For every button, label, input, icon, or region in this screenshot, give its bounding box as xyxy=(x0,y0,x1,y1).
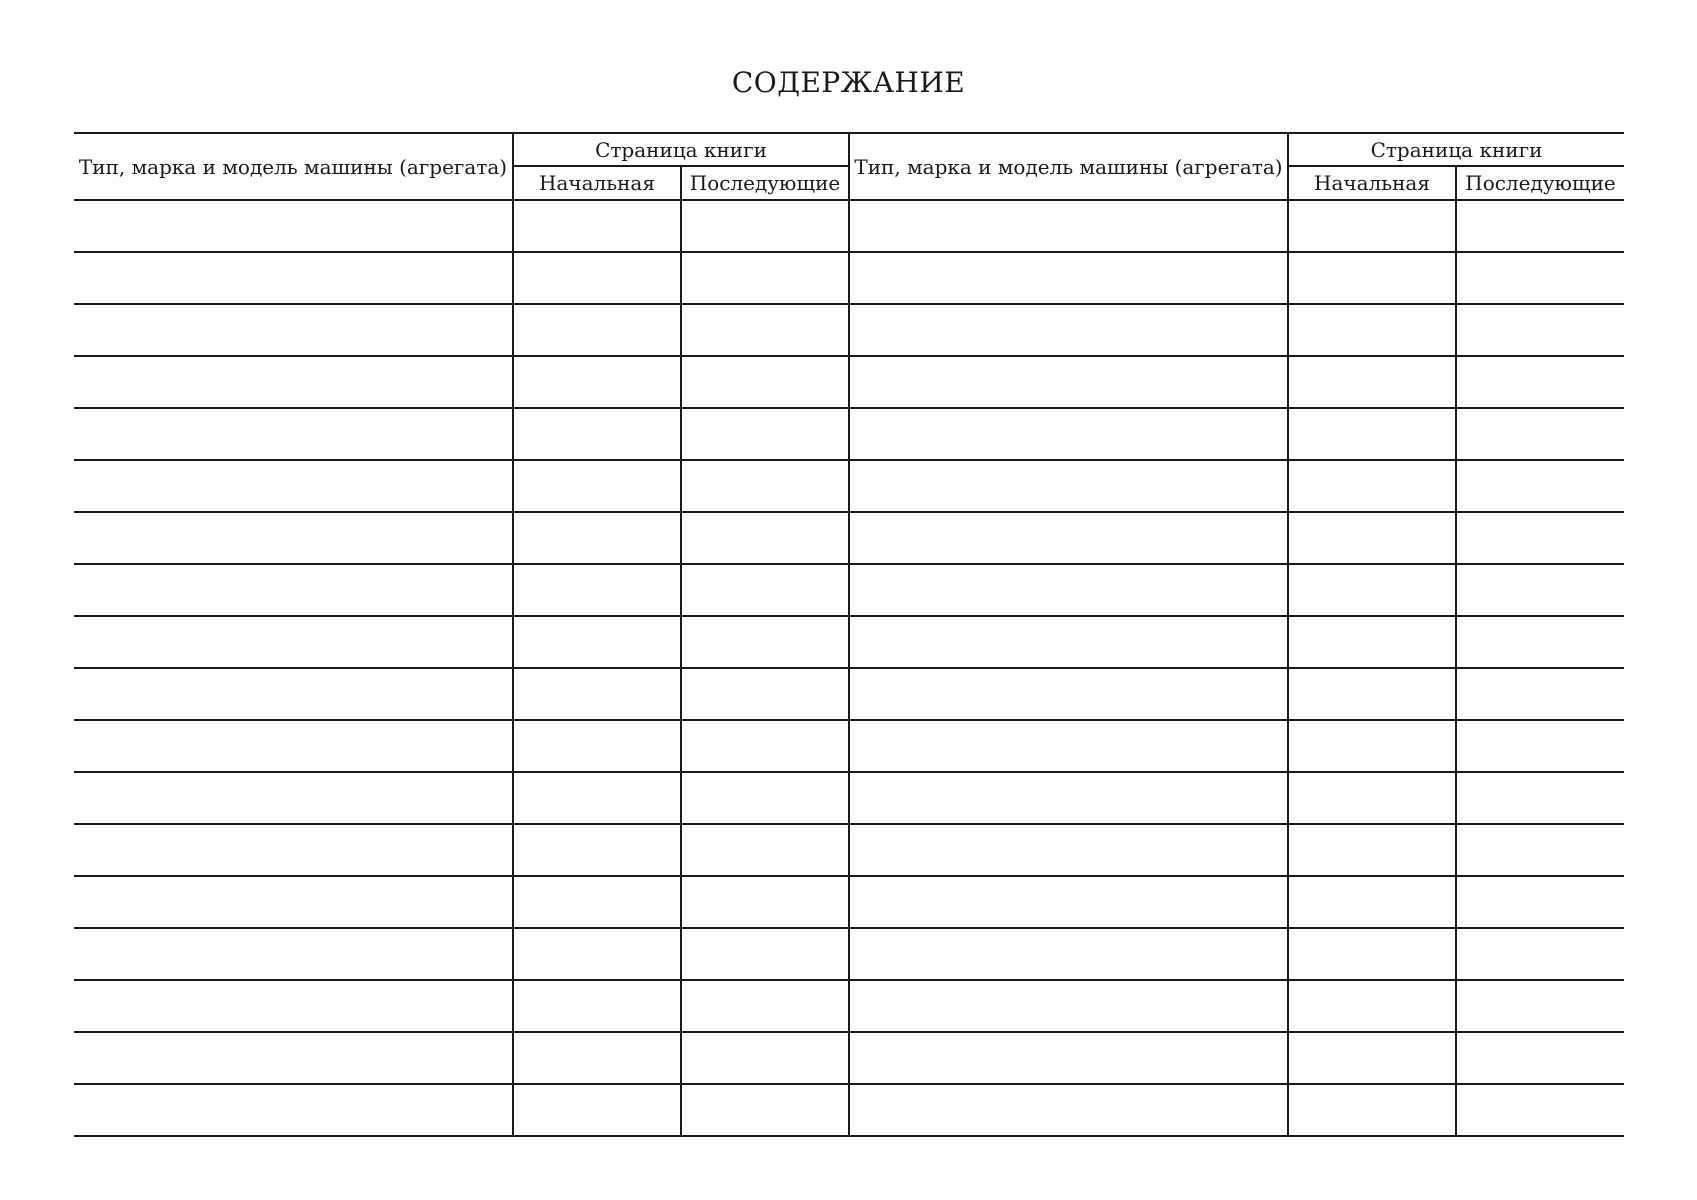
right-next-cell[interactable] xyxy=(1456,876,1624,928)
table-row xyxy=(74,616,1624,668)
right-start-cell[interactable] xyxy=(1288,1032,1456,1084)
right-name-cell[interactable] xyxy=(849,1032,1288,1084)
left-name-cell[interactable] xyxy=(74,564,513,616)
table-row xyxy=(74,512,1624,564)
right-name-cell[interactable] xyxy=(849,928,1288,980)
left-name-cell[interactable] xyxy=(74,304,513,356)
left-next-cell[interactable] xyxy=(681,1084,849,1136)
left-start-cell[interactable] xyxy=(513,668,681,720)
right-name-cell[interactable] xyxy=(849,1084,1288,1136)
left-name-cell[interactable] xyxy=(74,252,513,304)
right-start-cell[interactable] xyxy=(1288,876,1456,928)
right-start-cell[interactable] xyxy=(1288,356,1456,408)
left-next-cell[interactable] xyxy=(681,772,849,824)
left-start-cell[interactable] xyxy=(513,252,681,304)
table-row xyxy=(74,200,1624,252)
right-next-cell[interactable] xyxy=(1456,200,1624,252)
right-name-header: Тип, марка и модель машины (агрегата) xyxy=(849,133,1288,200)
right-next-cell[interactable] xyxy=(1456,408,1624,460)
left-next-cell[interactable] xyxy=(681,876,849,928)
left-name-cell[interactable] xyxy=(74,1032,513,1084)
left-name-cell[interactable] xyxy=(74,200,513,252)
right-name-cell[interactable] xyxy=(849,304,1288,356)
right-name-cell[interactable] xyxy=(849,876,1288,928)
left-name-cell[interactable] xyxy=(74,980,513,1032)
left-next-cell[interactable] xyxy=(681,460,849,512)
right-name-cell[interactable] xyxy=(849,772,1288,824)
left-next-cell[interactable] xyxy=(681,408,849,460)
table-row xyxy=(74,928,1624,980)
right-start-cell[interactable] xyxy=(1288,1084,1456,1136)
left-next-cell[interactable] xyxy=(681,200,849,252)
table-row xyxy=(74,252,1624,304)
left-name-cell[interactable] xyxy=(74,720,513,772)
right-name-cell[interactable] xyxy=(849,720,1288,772)
left-start-cell[interactable] xyxy=(513,1032,681,1084)
left-start-cell[interactable] xyxy=(513,720,681,772)
left-next-cell[interactable] xyxy=(681,720,849,772)
right-start-header: Начальная xyxy=(1288,166,1456,200)
left-next-cell[interactable] xyxy=(681,616,849,668)
left-name-cell[interactable] xyxy=(74,772,513,824)
contents-table xyxy=(74,132,1624,1137)
left-start-cell[interactable] xyxy=(513,460,681,512)
table-row xyxy=(74,460,1624,512)
table-row xyxy=(74,980,1624,1032)
left-next-cell[interactable] xyxy=(681,980,849,1032)
table-row xyxy=(74,356,1624,408)
right-next-cell[interactable] xyxy=(1456,980,1624,1032)
right-next-header: Последующие xyxy=(1456,166,1624,200)
right-start-cell[interactable] xyxy=(1288,512,1456,564)
right-name-cell[interactable] xyxy=(849,980,1288,1032)
left-start-cell[interactable] xyxy=(513,356,681,408)
left-name-cell[interactable] xyxy=(74,616,513,668)
left-next-cell[interactable] xyxy=(681,824,849,876)
right-start-cell[interactable] xyxy=(1288,460,1456,512)
right-start-cell[interactable] xyxy=(1288,980,1456,1032)
left-next-cell[interactable] xyxy=(681,1032,849,1084)
left-page-group-header: Страница книги xyxy=(513,133,849,166)
left-next-cell[interactable] xyxy=(681,668,849,720)
left-next-cell[interactable] xyxy=(681,928,849,980)
left-start-cell[interactable] xyxy=(513,304,681,356)
header-row-top xyxy=(74,133,1624,166)
right-name-cell[interactable] xyxy=(849,460,1288,512)
table-row xyxy=(74,668,1624,720)
left-start-cell[interactable] xyxy=(513,772,681,824)
right-start-cell[interactable] xyxy=(1288,252,1456,304)
table-row xyxy=(74,1032,1624,1084)
left-name-cell[interactable] xyxy=(74,668,513,720)
right-name-cell[interactable] xyxy=(849,824,1288,876)
right-name-cell[interactable] xyxy=(849,616,1288,668)
left-start-header: Начальная xyxy=(513,166,681,200)
right-start-cell[interactable] xyxy=(1288,564,1456,616)
right-start-cell[interactable] xyxy=(1288,928,1456,980)
right-next-cell[interactable] xyxy=(1456,928,1624,980)
right-next-cell[interactable] xyxy=(1456,356,1624,408)
left-name-cell[interactable] xyxy=(74,512,513,564)
left-name-cell[interactable] xyxy=(74,460,513,512)
table-row xyxy=(74,1084,1624,1136)
left-name-cell[interactable] xyxy=(74,408,513,460)
right-start-cell[interactable] xyxy=(1288,408,1456,460)
left-name-cell[interactable] xyxy=(74,356,513,408)
left-name-header: Тип, марка и модель машины (агрегата) xyxy=(74,133,513,200)
right-name-cell[interactable] xyxy=(849,252,1288,304)
table-row xyxy=(74,876,1624,928)
left-start-cell[interactable] xyxy=(513,928,681,980)
table-row xyxy=(74,772,1624,824)
right-page-group-header: Страница книги xyxy=(1288,133,1624,166)
right-name-cell[interactable] xyxy=(849,356,1288,408)
right-start-cell[interactable] xyxy=(1288,720,1456,772)
right-next-cell[interactable] xyxy=(1456,460,1624,512)
left-next-cell[interactable] xyxy=(681,304,849,356)
table-body xyxy=(74,200,1624,1136)
left-start-cell[interactable] xyxy=(513,512,681,564)
left-start-cell[interactable] xyxy=(513,616,681,668)
right-next-cell[interactable] xyxy=(1456,772,1624,824)
right-start-cell[interactable] xyxy=(1288,616,1456,668)
right-start-cell[interactable] xyxy=(1288,668,1456,720)
right-next-cell[interactable] xyxy=(1456,1032,1624,1084)
right-next-cell[interactable] xyxy=(1456,720,1624,772)
right-next-cell[interactable] xyxy=(1456,564,1624,616)
left-next-cell[interactable] xyxy=(681,356,849,408)
left-name-cell[interactable] xyxy=(74,1084,513,1136)
left-start-cell[interactable] xyxy=(513,980,681,1032)
left-start-cell[interactable] xyxy=(513,200,681,252)
right-next-cell[interactable] xyxy=(1456,252,1624,304)
right-name-cell[interactable] xyxy=(849,408,1288,460)
left-name-cell[interactable] xyxy=(74,824,513,876)
right-name-cell[interactable] xyxy=(849,564,1288,616)
right-next-cell[interactable] xyxy=(1456,304,1624,356)
left-next-header: Последующие xyxy=(681,166,849,200)
table-row xyxy=(74,824,1624,876)
left-start-cell[interactable] xyxy=(513,824,681,876)
table-row xyxy=(74,720,1624,772)
left-name-cell[interactable] xyxy=(74,928,513,980)
left-next-cell[interactable] xyxy=(681,512,849,564)
right-next-cell[interactable] xyxy=(1456,616,1624,668)
table-row xyxy=(74,408,1624,460)
left-next-cell[interactable] xyxy=(681,252,849,304)
table-row xyxy=(74,564,1624,616)
right-name-cell[interactable] xyxy=(849,668,1288,720)
right-name-cell[interactable] xyxy=(849,512,1288,564)
left-start-cell[interactable] xyxy=(513,408,681,460)
right-start-cell[interactable] xyxy=(1288,824,1456,876)
left-start-cell[interactable] xyxy=(513,1084,681,1136)
right-name-cell[interactable] xyxy=(849,200,1288,252)
right-start-cell[interactable] xyxy=(1288,772,1456,824)
right-next-cell[interactable] xyxy=(1456,668,1624,720)
right-next-cell[interactable] xyxy=(1456,1084,1624,1136)
left-next-cell[interactable] xyxy=(681,564,849,616)
right-next-cell[interactable] xyxy=(1456,512,1624,564)
right-start-cell[interactable] xyxy=(1288,200,1456,252)
right-start-cell[interactable] xyxy=(1288,304,1456,356)
left-name-cell[interactable] xyxy=(74,876,513,928)
page-title: СОДЕРЖАНИЕ xyxy=(731,66,966,99)
right-next-cell[interactable] xyxy=(1456,824,1624,876)
left-start-cell[interactable] xyxy=(513,876,681,928)
table-row xyxy=(74,304,1624,356)
left-start-cell[interactable] xyxy=(513,564,681,616)
